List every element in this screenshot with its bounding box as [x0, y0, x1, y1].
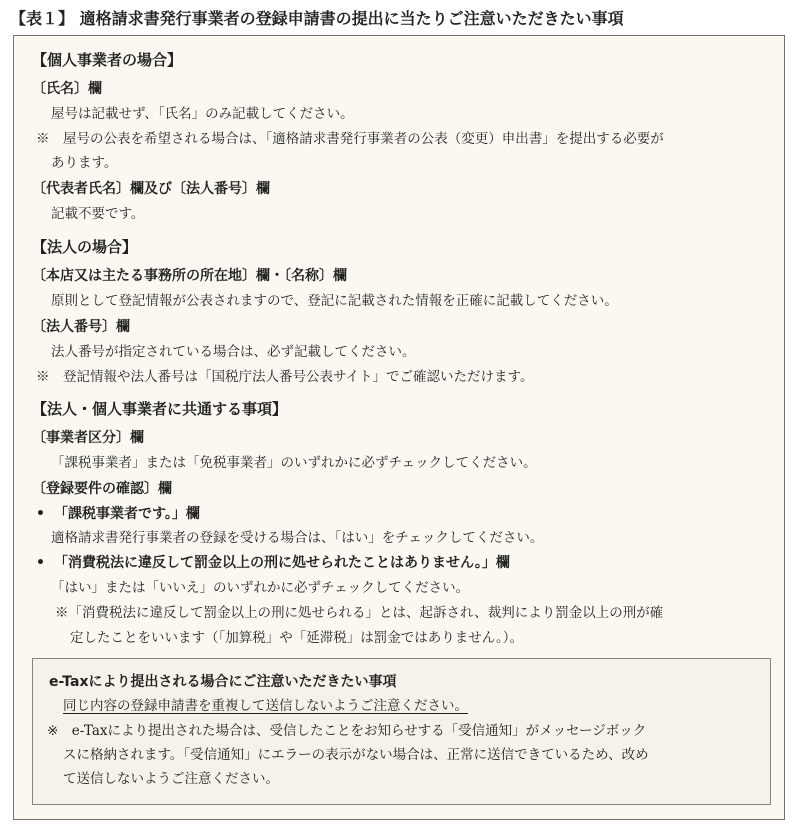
etax-notice-box	[32, 658, 771, 805]
section-heading-individual: 【個人事業者の場合】	[32, 51, 183, 69]
name-text: 屋号は記載せず、「氏名」のみ記載してください。	[51, 106, 354, 122]
page-title: 【表１】 適格請求書発行事業者の登録申請書の提出に当たりご注意いただきたい事項	[10, 9, 624, 28]
bullet-icon: •	[36, 555, 45, 571]
etax-note-line-1: ※ e-Taxにより提出された場合は、受信したことをお知らせする「受信通知」がメッセージボック	[47, 723, 647, 739]
corporate-number-note: ※ 登記情報や法人番号は「国税庁法人番号公表サイト」でご確認いただけます。	[36, 369, 534, 385]
bullet-taxable-text: 適格請求書発行事業者の登録を受ける場合は、「はい」をチェックしてください。	[51, 530, 544, 546]
bullet-no-penalty-text: 「はい」または「いいえ」のいずれかに必ずチェックしてください。	[51, 580, 470, 596]
penalty-note-line-1: ※「消費税法に違反して罰金以上の刑に処せられる」とは、起訴され、裁判により罰金以上の刑が確	[55, 605, 664, 621]
field-representative: 〔代表者氏名〕欄及び〔法人番号〕欄	[32, 181, 270, 197]
field-name: 〔氏名〕欄	[32, 81, 102, 97]
section-heading-common: 【法人・個人事業者に共通する事項】	[32, 400, 288, 418]
etax-heading: e-Taxにより提出される場合にご注意いただきたい事項	[49, 674, 397, 690]
etax-note-line-3: て送信しないようご注意ください。	[63, 771, 279, 787]
office-text: 原則として登記情報が公表されますので、登記に記載された情報を正確に記載してください。	[51, 293, 618, 309]
corporate-number-text: 法人番号が指定されている場合は、必ず記載してください。	[51, 344, 416, 360]
penalty-note-line-2: 定したことをいいます（「加算税」や「延滞税」は罰金ではありません。）。	[70, 630, 524, 646]
name-note-line-2: あります。	[51, 155, 118, 171]
field-registration-requirements: 〔登録要件の確認〕欄	[32, 481, 172, 497]
bullet-no-penalty-label: 「消費税法に違反して罰金以上の刑に処せられたことはありません。」欄	[54, 555, 510, 571]
field-corporate-number: 〔法人番号〕欄	[32, 319, 130, 335]
notice-box	[13, 35, 785, 820]
bullet-taxable-label: 「課税事業者です。」欄	[54, 506, 200, 522]
etax-note-line-2: スに格納されます。「受信通知」にエラーの表示がない場合は、正常に送信できているため、改め	[63, 747, 649, 763]
bullet-taxable	[36, 505, 200, 523]
bullet-icon: •	[36, 506, 45, 522]
section-heading-corporation: 【法人の場合】	[32, 238, 138, 256]
field-business-category: 〔事業者区分〕欄	[32, 430, 144, 446]
bullet-no-penalty	[36, 554, 510, 572]
business-category-text: 「課税事業者」または「免税事業者」のいずれかに必ずチェックしてください。	[51, 455, 537, 471]
representative-text: 記載不要です。	[51, 206, 145, 222]
field-office-address: 〔本店又は主たる事務所の所在地〕欄・〔名称〕欄	[32, 268, 347, 284]
etax-warning: 同じ内容の登録申請書を重複して送信しないようご注意ください。	[63, 698, 468, 714]
name-note-line-1: ※ 屋号の公表を希望される場合は、「適格請求書発行事業者の公表（変更）申出書」を提出する必要が	[36, 131, 664, 147]
